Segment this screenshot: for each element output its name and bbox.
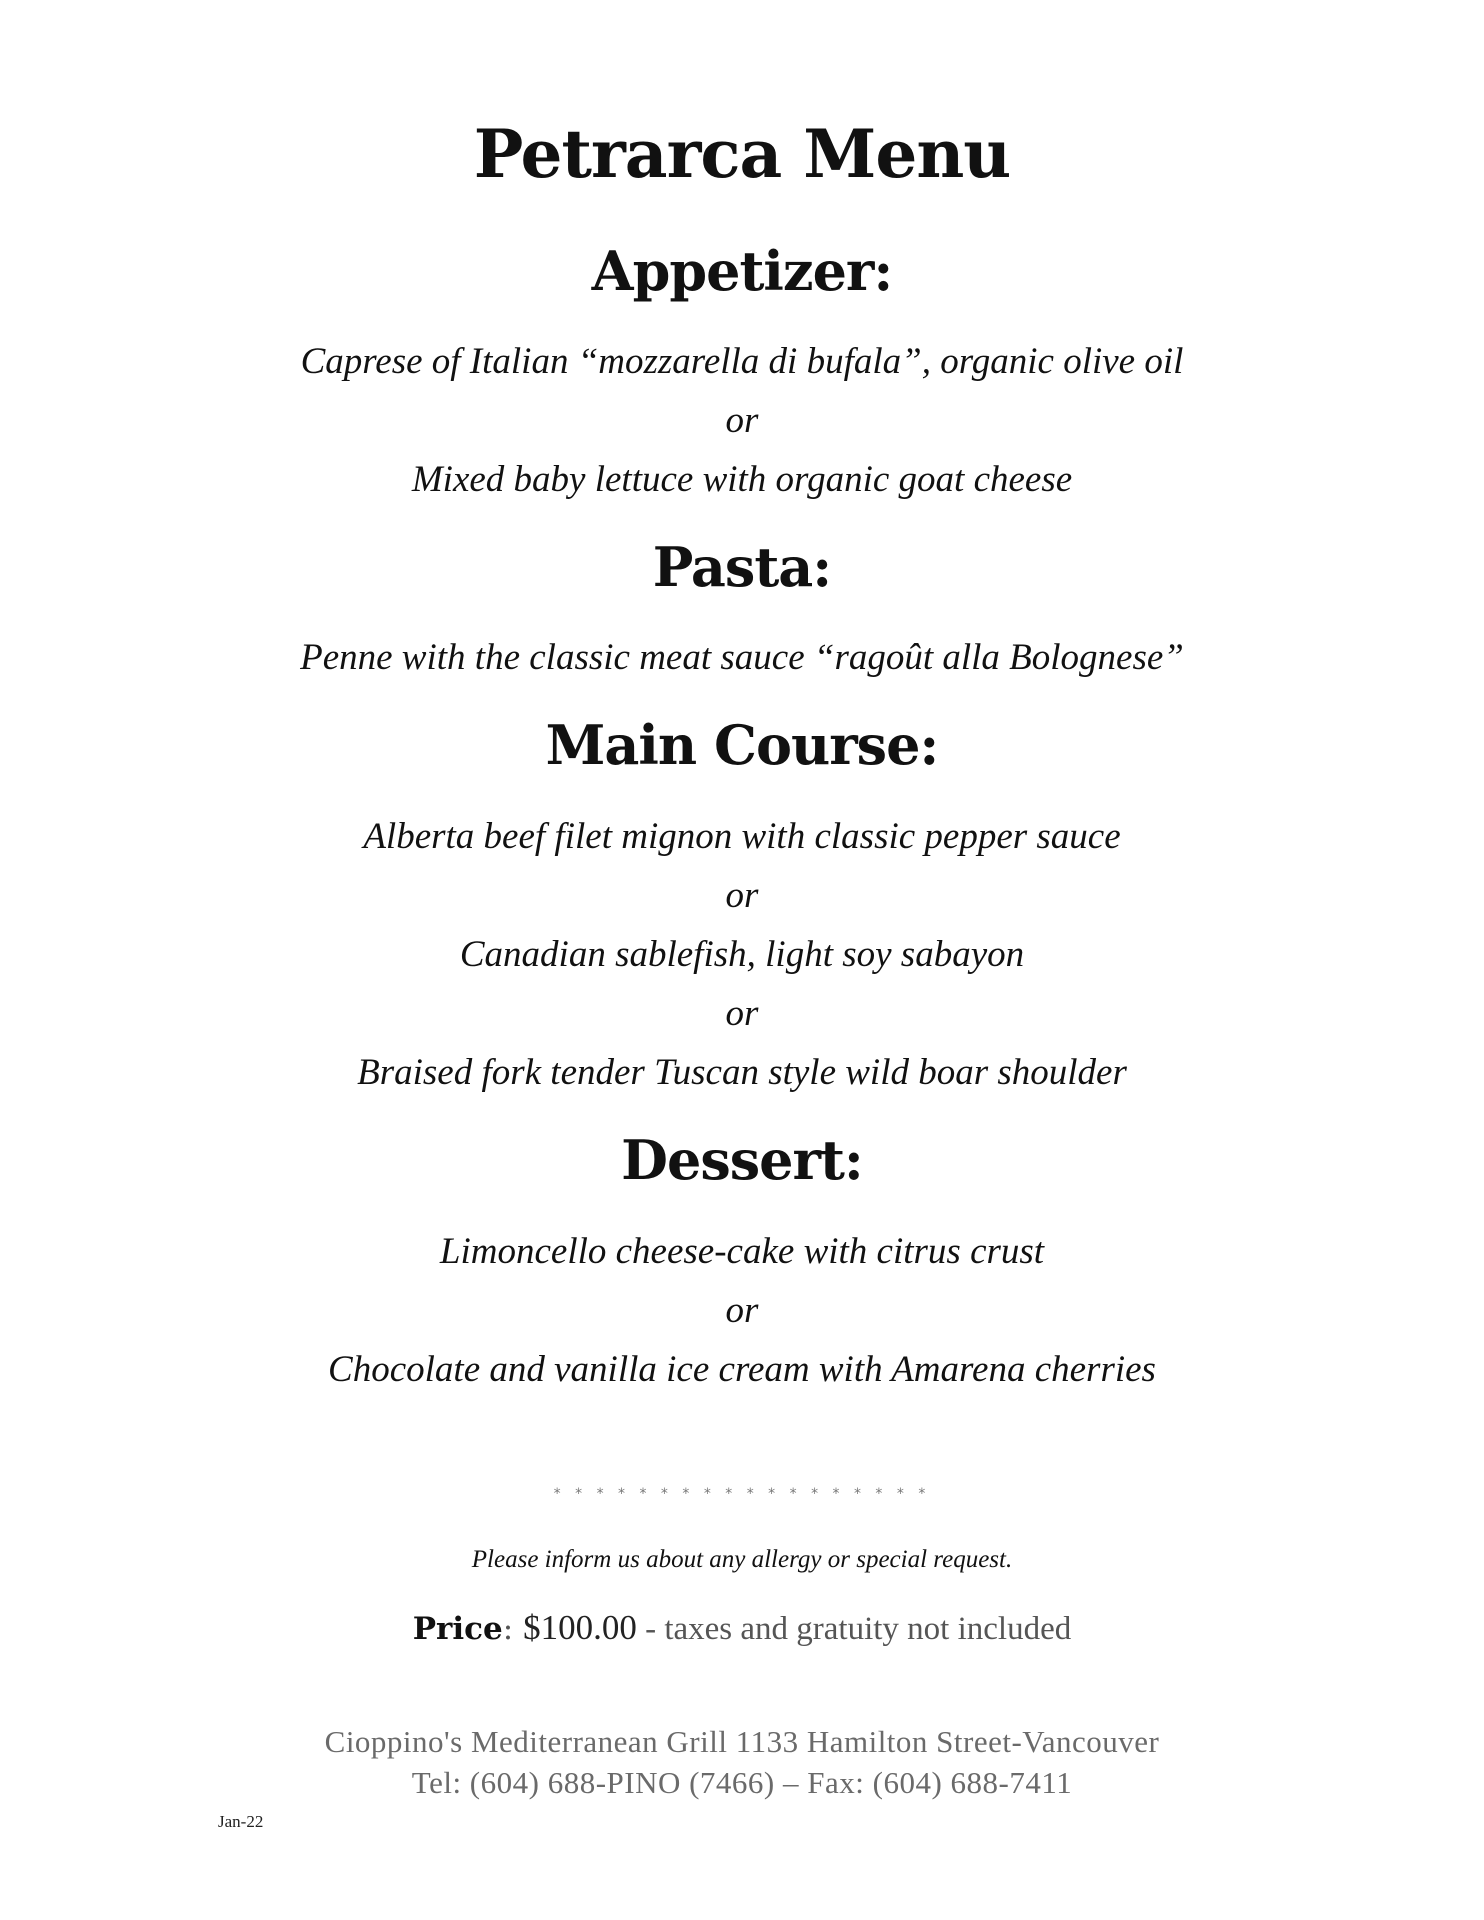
restaurant-address: Cioppino's Mediterranean Grill 1133 Hamilton Street-Vancouver [324, 1724, 1160, 1759]
allergy-note: Please inform us about any allergy or special request. [471, 1546, 1013, 1573]
dessert-option-2: Chocolate and vanilla ice cream with Amarena cherries [328, 1349, 1156, 1390]
dessert-heading: Dessert: [621, 1128, 863, 1192]
appetizer-or: or [725, 400, 759, 441]
main-option-1: Alberta beef filet mignon with classic pepper sauce [363, 816, 1121, 857]
pasta-option-1: Penne with the classic meat sauce “ragoût alla Bolognese” [300, 637, 1184, 678]
price-label: Price [412, 1611, 503, 1647]
menu-title: Petrarca Menu [473, 115, 1011, 193]
main-option-3: Braised fork tender Tuscan style wild boar shoulder [357, 1052, 1127, 1093]
price-note: - taxes and gratuity not included [636, 1611, 1072, 1647]
appetizer-option-1: Caprese of Italian “mozzarella di bufala”, organic olive oil [300, 341, 1184, 382]
appetizer-heading: Appetizer: [591, 239, 893, 303]
pasta-heading: Pasta: [652, 535, 832, 599]
price-colon: : [502, 1611, 524, 1647]
price-amount: $100.00 [523, 1608, 637, 1647]
menu-date: Jan-22 [218, 1812, 264, 1831]
price-line [0, 1608, 1484, 1648]
restaurant-contact: Tel: (604) 688-PINO (7466) – Fax: (604) 688-7411 [411, 1765, 1073, 1800]
star-separator: * * * * * * * * * * * * * * * * * * [553, 1486, 931, 1502]
main-or-2: or [725, 993, 759, 1034]
dessert-or: or [725, 1290, 759, 1331]
main-option-2: Canadian sablefish, light soy sabayon [459, 934, 1025, 975]
main-course-heading: Main Course: [545, 713, 939, 777]
dessert-option-1: Limoncello cheese-cake with citrus crust [439, 1231, 1045, 1272]
appetizer-option-2: Mixed baby lettuce with organic goat cheese [411, 459, 1073, 500]
main-or-1: or [725, 875, 759, 916]
